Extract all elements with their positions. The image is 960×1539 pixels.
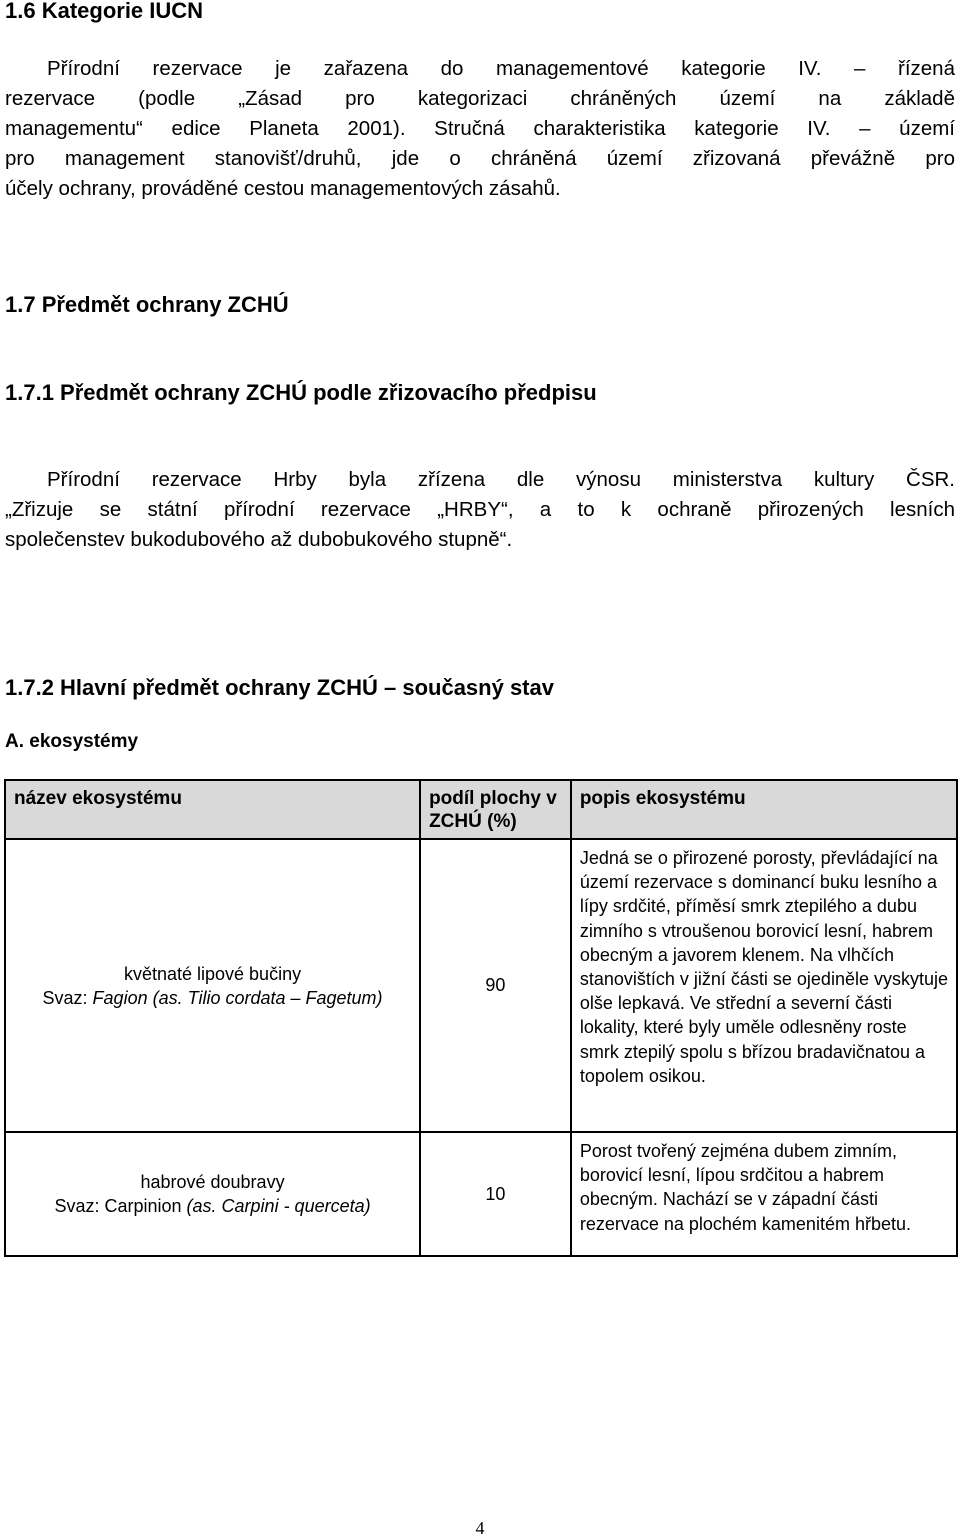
paragraph-line: managementu“ edice Planeta 2001). Stručná charakteristika kategorie IV. – území bbox=[5, 117, 955, 140]
ecosystem-description: Jedná se o přirozené porosty, převládající na území rezervace s dominancí buku lesního a lípy srdčité, příměsí smrk ztepilého a dubu zimního s vtroušenou borovicí lesní, habrem obecným a javorem klenem. Na vlhčích stanovištích v jižní části se ojediněle vyskytuje olše lepkavá. Ve střední a severní části lokality, které byly uměle odlesněny roste smrk ztepilý spolu s břízou bradavičnatou a topolem osikou. bbox=[571, 839, 957, 1132]
ecosystem-name: květnaté lipové bučiny bbox=[123, 963, 302, 984]
ecosystem-share: 90 bbox=[420, 839, 571, 1132]
section-heading-decree-subject: 1.7.1 Předmět ochrany ZCHÚ podle zřizovacího předpisu bbox=[5, 380, 597, 405]
ecosystem-alliance: Svaz: Fagion (as. Tilio cordata – Fagetum) bbox=[42, 987, 383, 1008]
paragraph-line: Přírodní rezervace je zařazena do managementové kategorie IV. – řízená bbox=[47, 57, 955, 80]
table-row bbox=[5, 1132, 957, 1256]
ecosystem-name: habrové doubravy bbox=[140, 1172, 285, 1192]
section-heading-current-state: 1.7.2 Hlavní předmět ochrany ZCHÚ – současný stav bbox=[5, 675, 554, 700]
page-number: 4 bbox=[475, 1518, 485, 1538]
paragraph-line: „Zřizuje se státní přírodní rezervace „HRBY“, a to k ochraně přirozených lesních bbox=[5, 498, 955, 521]
section-heading-subject: 1.7 Předmět ochrany ZCHÚ bbox=[5, 292, 289, 317]
table-header-cell: popis ekosystému bbox=[571, 780, 957, 839]
paragraph-decree bbox=[5, 465, 955, 555]
table-row bbox=[5, 839, 957, 1132]
paragraph-line: Přírodní rezervace Hrby byla zřízena dle výnosu ministerstva kultury ČSR. bbox=[47, 468, 955, 491]
table-header-cell: název ekosystému bbox=[5, 780, 420, 839]
ecosystem-share: 10 bbox=[420, 1132, 571, 1256]
paragraph-line: účely ochrany, prováděné cestou managementových zásahů. bbox=[5, 177, 561, 200]
ecosystem-description: Porost tvořený zejména dubem zimním, borovicí lesní, lípou srdčitou a habrem obecným. Nachází se v západní části rezervace na plochém kamenitém hřbetu. bbox=[571, 1132, 957, 1256]
table-header-cell: podíl plochy v ZCHÚ (%) bbox=[420, 780, 571, 839]
paragraph-line: společenstev bukodubového až dubobukového stupně“. bbox=[5, 528, 513, 551]
section-heading-iucn: 1.6 Kategorie IUCN bbox=[5, 0, 204, 23]
ecosystem-table bbox=[4, 779, 958, 1257]
subheading-ecosystems: A. ekosystémy bbox=[5, 731, 139, 752]
ecosystem-name-cell bbox=[5, 1132, 420, 1256]
paragraph-line: rezervace (podle „Zásad pro kategorizaci chráněných území na základě bbox=[5, 87, 955, 110]
table-header-row bbox=[5, 780, 957, 839]
paragraph-iucn bbox=[5, 54, 955, 204]
ecosystem-name-cell bbox=[5, 839, 420, 1132]
paragraph-line: pro management stanovišť/druhů, jde o chráněná území zřizovaná převážně pro bbox=[5, 147, 955, 170]
ecosystem-alliance: Svaz: Carpinion (as. Carpini - querceta) bbox=[54, 1196, 371, 1216]
